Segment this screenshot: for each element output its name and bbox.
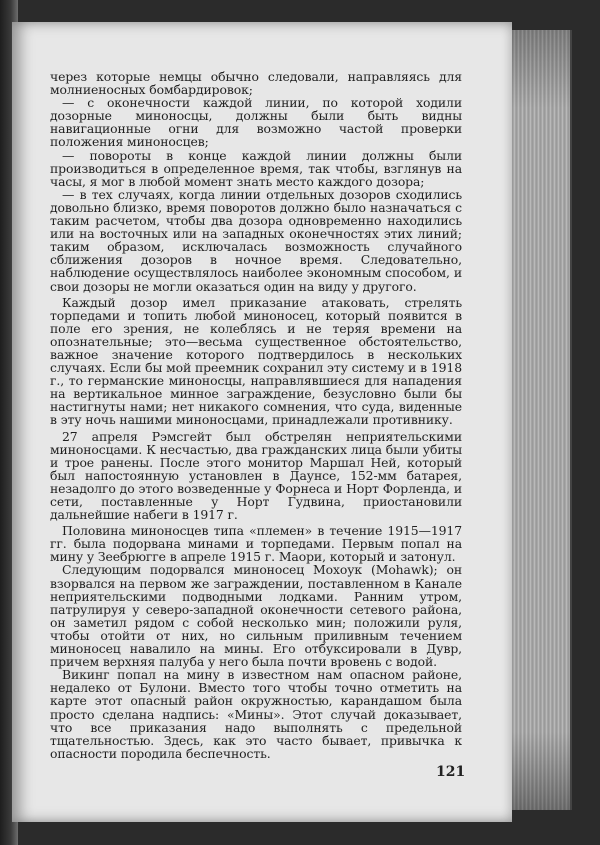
paragraph: через которые немцы обычно следовали, направляясь для молниеносных бомбардировок;	[50, 69, 462, 98]
paragraph: Половина миноносцев типа «племен» в течение 1915—1917 гг. была подорвана минами и торпедами. Первым попал на мину у Зеебрюгге в апреле 1915 г. Маори, который и затонул.	[50, 523, 462, 565]
paragraph: 27 апреля Рэмсгейт был обстрелян неприятельскими миноносцами. К несчастью, два гражданских лица были убиты и трое ранены. После этого монитор Маршал Ней, который был напостоянную установлен в Даунсе, 152-мм батарея, незадолго до этого возведенные у Форнеса и Норт Форленда, и сети, поставленные у Норт Гудвина, приостановили дальнейшие набеги в 1917 г.	[50, 428, 462, 523]
page-text	[50, 70, 462, 760]
book-page-edges	[506, 30, 572, 810]
paragraph: Викинг попал на мину в известном нам опасном районе, недалеко от Булони. Вместо того чтобы точно отметить на карте этот опасный район окружностью, карандашом была просто сделана надпись: «Мины». Этот случай доказывает, что все приказания надо выполнять с предельной тщательностью. Здесь, как это часто бывает, привычка к опасности породила беспечность.	[50, 667, 462, 761]
page-number: 121	[436, 764, 466, 780]
paragraph: Следующим подорвался миноносец Мохоук (Mohawk); он взорвался на первом же заграждении, поставленном в Канале неприятельскими подводными лодками. Ранним утром, патрулируя у северо-западной оконечности сетевого района, он заметил рядом с собой несколько мин; положили руля, чтобы отойти от них, но сильным приливным течением миноносец навалило на мины. Его отбуксировали в Дувр, причем верхняя палуба у него была почти вровень с водой.	[50, 562, 462, 670]
paragraph: — в тех случаях, когда линии отдельных дозоров сходились довольно близко, время поворотов должно было назначаться с таким расчетом, чтобы два дозора одновременно находились или на восточных или на западных оконечностях этих линий; таким образом, исключалась возможность случайного сближения дозоров в ночное время. Следовательно, наблюдение осуществлялось наиболее экономным способом, и свои дозоры не могли оказаться один на виду у другого.	[50, 186, 462, 294]
paragraph: — повороты в конце каждой линии должны были производиться в определенное время, так чтобы, взглянув на часы, я мог в любой момент знать место каждого дозора;	[50, 147, 462, 189]
paragraph: — с оконечности каждой линии, по которой ходили дозорные миноносцы, должны были быть видны навигационные огни для возможно частой проверки положения миноносцев;	[50, 95, 462, 150]
paragraph: Каждый дозор имел приказание атаковать, стрелять торпедами и топить любой миноносец, который появится в поле его зрения, не колеблясь и не теряя времени на опознательные; это—весьма существенное обстоятельство, важное значение которого подтвердилось в нескольких случаях. Если бы мой преемник сохранил эту систему и в 1918 г., то германские миноносцы, направлявшиеся для нападения на вертикальное минное заграждение, безусловно были бы настигнуты нами; нет никакого сомнения, что суда, виденные в эту ночь нашими миноносцами, принадлежали противнику.	[50, 294, 462, 428]
